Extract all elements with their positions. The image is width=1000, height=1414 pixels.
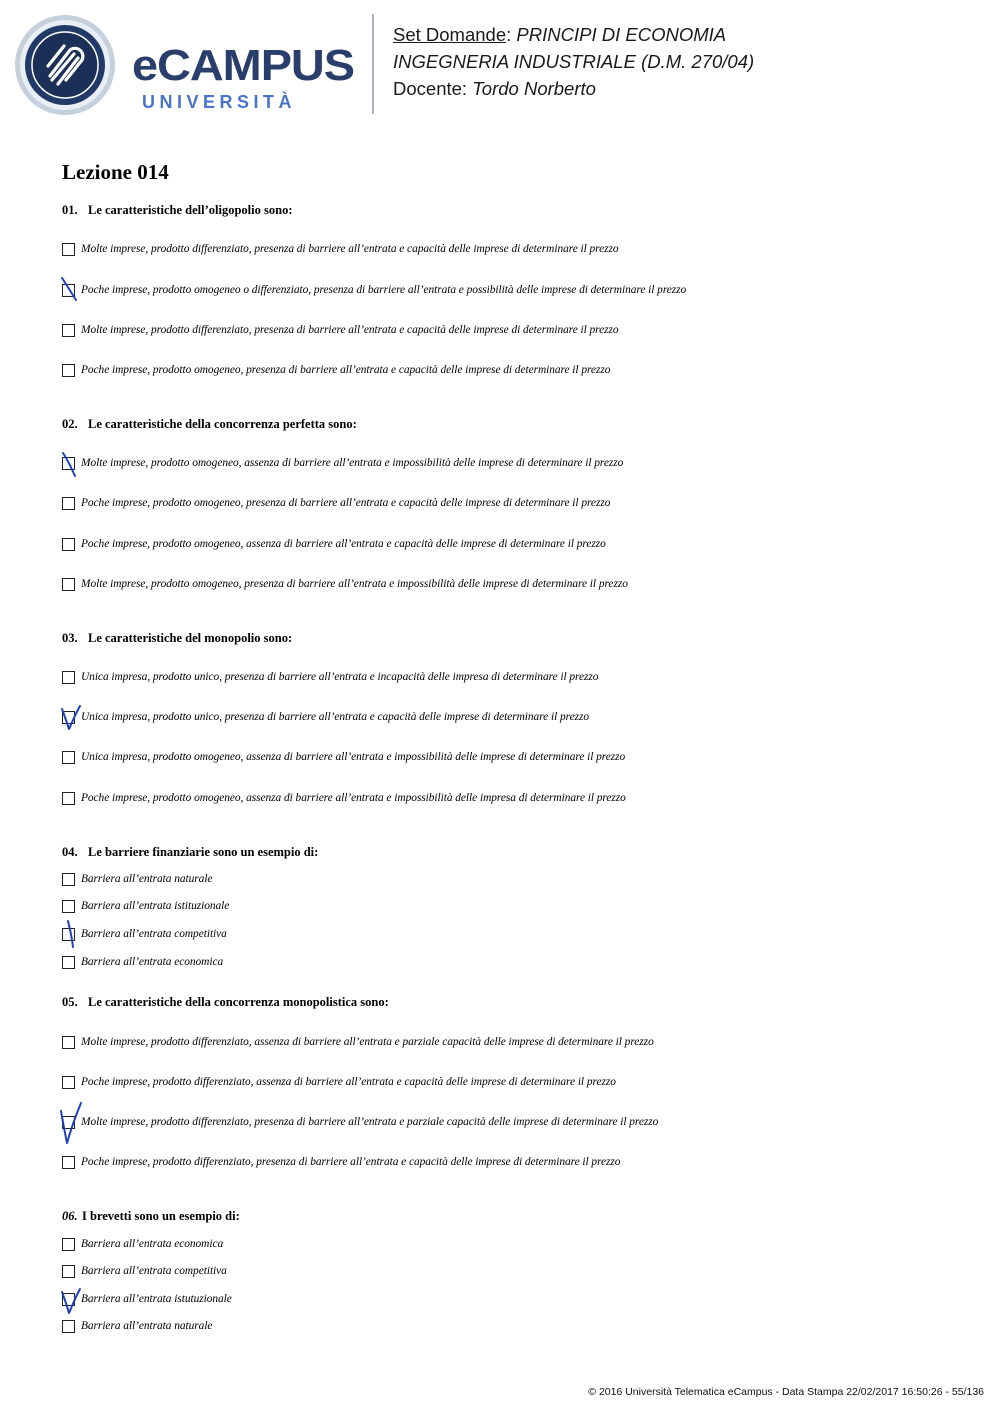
ecampus-wordmark-logo [132, 40, 358, 114]
handwritten-check-mark-icon [58, 918, 84, 950]
answer-text: Unica impresa, prodotto omogeneo, assenza di barriere all’entrata e impossibilità delle imprese di determinare il prezzo [81, 751, 626, 763]
answer-option[interactable] [62, 1263, 227, 1279]
set-info-line-2 [393, 48, 754, 75]
question-title [62, 417, 357, 432]
set-info-line-1 [393, 21, 754, 48]
ecampus-seal-logo-icon [14, 14, 116, 116]
question-title [62, 1209, 240, 1224]
answer-checkbox[interactable] [62, 1238, 75, 1251]
answer-checkbox[interactable] [62, 671, 75, 684]
question-text: Le caratteristiche dell’oligopolio sono: [88, 203, 293, 217]
answer-option[interactable] [62, 455, 623, 471]
question-text: Le caratteristiche della concorrenza perfetta sono: [88, 417, 357, 431]
logo-sub-text: UNIVERSITÀ [142, 92, 297, 112]
answer-text: Unica impresa, prodotto unico, presenza di barriere all’entrata e incapacità delle impresa di determinare il prezzo [81, 671, 599, 683]
question-text: Le caratteristiche della concorrenza monopolistica sono: [88, 995, 389, 1009]
answer-checkbox[interactable] [62, 1320, 75, 1333]
answer-option[interactable] [62, 709, 589, 725]
question-title [62, 203, 292, 218]
answer-option[interactable] [62, 954, 223, 970]
answer-option[interactable] [62, 898, 229, 914]
answer-checkbox[interactable] [62, 956, 75, 969]
answer-option[interactable] [62, 1034, 654, 1050]
answer-text: Molte imprese, prodotto differenziato, presenza di barriere all’entrata e capacità delle imprese di determinare il prezzo [81, 243, 619, 255]
question-title [62, 845, 318, 860]
answer-text: Molte imprese, prodotto differenziato, assenza di barriere all’entrata e parziale capacità delle imprese di determinare il prezzo [81, 1036, 654, 1048]
answer-checkbox[interactable] [62, 243, 75, 256]
answer-checkbox[interactable] [62, 1076, 75, 1089]
answer-text: Molte imprese, prodotto omogeneo, assenza di barriere all’entrata e impossibilità delle imprese di determinare il prezzo [81, 457, 624, 469]
answer-checkbox[interactable] [62, 1156, 75, 1169]
answer-text: Molte imprese, prodotto differenziato, presenza di barriere all’entrata e capacità delle imprese di determinare il prezzo [81, 324, 619, 336]
answer-option[interactable] [62, 1236, 223, 1252]
answer-checkbox[interactable] [62, 1036, 75, 1049]
answer-option[interactable] [62, 576, 628, 592]
answer-text: Barriera all’entrata economica [81, 956, 224, 968]
question-number: 03. [62, 631, 78, 645]
handwritten-check-mark-icon [56, 1101, 84, 1145]
answer-option[interactable] [62, 362, 610, 378]
answer-option[interactable] [62, 1318, 212, 1334]
answer-text: Unica impresa, prodotto unico, presenza di barriere all’entrata e capacità delle imprese di determinare il prezzo [81, 711, 590, 723]
teacher-label: Docente: [393, 78, 473, 99]
answer-text: Molte imprese, prodotto differenziato, presenza di barriere all’entrata e parziale capacità delle imprese di determinare il prezzo [81, 1116, 659, 1128]
lesson-title: Lezione 014 [62, 160, 169, 184]
answer-option[interactable] [62, 926, 227, 942]
page-header [0, 0, 1000, 130]
handwritten-check-mark-icon [58, 703, 84, 733]
header-divider [372, 14, 374, 114]
course-name-line-2: INGEGNERIA INDUSTRIALE (D.M. 270/04) [393, 51, 755, 72]
answer-text: Poche imprese, prodotto omogeneo, presenza di barriere all’entrata e capacità delle imprese di determinare il prezzo [81, 497, 611, 509]
answer-option[interactable] [62, 495, 610, 511]
question-number: 01. [62, 203, 78, 217]
answer-text: Poche imprese, prodotto differenziato, assenza di barriere all’entrata e capacità delle imprese di determinare il prezzo [81, 1076, 616, 1088]
logo-brand-text: eCAMPUS [132, 41, 354, 90]
answer-option[interactable] [62, 1074, 616, 1090]
question-title [62, 995, 389, 1010]
set-info-line-3 [393, 75, 754, 102]
answer-option[interactable] [62, 790, 626, 806]
question-number: 06. [62, 1209, 78, 1223]
answer-text: Barriera all’entrata istutuzionale [81, 1293, 232, 1305]
answer-checkbox[interactable] [62, 751, 75, 764]
answer-text: Barriera all’entrata istituzionale [81, 900, 230, 912]
answer-text: Barriera all’entrata economica [81, 1238, 224, 1250]
answer-text: Barriera all’entrata naturale [81, 873, 213, 885]
answer-text: Barriera all’entrata competitiva [81, 928, 227, 940]
set-label: Set Domande [393, 24, 507, 45]
question-number: 02. [62, 417, 78, 431]
question-text: I brevetti sono un esempio di: [82, 1209, 240, 1223]
teacher-name: Tordo Norberto [472, 78, 596, 99]
answer-text: Poche imprese, prodotto omogeneo o differenziato, presenza di barriere all’entrata e possibilità delle imprese di determinare il prezzo [81, 284, 687, 296]
answer-checkbox[interactable] [62, 1265, 75, 1278]
question-text: Le barriere finanziarie sono un esempio di: [88, 845, 319, 859]
set-info [393, 21, 754, 102]
answer-checkbox[interactable] [62, 364, 75, 377]
question-text: Le caratteristiche del monopolio sono: [88, 631, 293, 645]
answer-text: Poche imprese, prodotto omogeneo, presenza di barriere all’entrata e capacità delle imprese di determinare il prezzo [81, 364, 611, 376]
handwritten-check-mark-icon [58, 1286, 84, 1316]
answer-text: Poche imprese, prodotto differenziato, presenza di barriere all’entrata e capacità delle imprese di determinare il prezzo [81, 1156, 621, 1168]
course-name-line-1: PRINCIPI DI ECONOMIA [516, 24, 727, 45]
answer-text: Poche imprese, prodotto omogeneo, assenza di barriere all’entrata e impossibilità delle impresa di determinare il prezzo [81, 792, 626, 804]
page-footer: © 2016 Università Telematica eCampus - Data Stampa 22/02/2017 16:50:26 - 55/136 [588, 1386, 984, 1398]
answer-checkbox[interactable] [62, 497, 75, 510]
answer-checkbox[interactable] [62, 538, 75, 551]
answer-checkbox[interactable] [62, 324, 75, 337]
question-number: 04. [62, 845, 78, 859]
answer-option[interactable] [62, 669, 598, 685]
set-label-separator: : [506, 24, 517, 45]
answer-option[interactable] [62, 871, 212, 887]
answer-option[interactable] [62, 536, 606, 552]
answer-option[interactable] [62, 241, 619, 257]
answer-checkbox[interactable] [62, 900, 75, 913]
answer-option[interactable] [62, 1291, 232, 1307]
answer-checkbox[interactable] [62, 578, 75, 591]
answer-text: Molte imprese, prodotto omogeneo, presenza di barriere all’entrata e impossibilità delle imprese di determinare il prezzo [81, 578, 628, 590]
question-title [62, 631, 292, 646]
answer-option[interactable] [62, 749, 625, 765]
answer-text: Poche imprese, prodotto omogeneo, assenza di barriere all’entrata e capacità delle imprese di determinare il prezzo [81, 538, 606, 550]
answer-option[interactable] [62, 282, 686, 298]
answer-option[interactable] [62, 322, 619, 338]
answer-option[interactable] [62, 1154, 620, 1170]
handwritten-check-mark-icon [58, 274, 84, 304]
answer-checkbox[interactable] [62, 873, 75, 886]
answer-checkbox[interactable] [62, 792, 75, 805]
answer-text: Barriera all’entrata competitiva [81, 1265, 227, 1277]
answer-option[interactable] [62, 1114, 658, 1130]
answer-text: Barriera all’entrata naturale [81, 1320, 213, 1332]
question-number: 05. [62, 995, 78, 1009]
handwritten-check-mark-icon [58, 449, 84, 479]
